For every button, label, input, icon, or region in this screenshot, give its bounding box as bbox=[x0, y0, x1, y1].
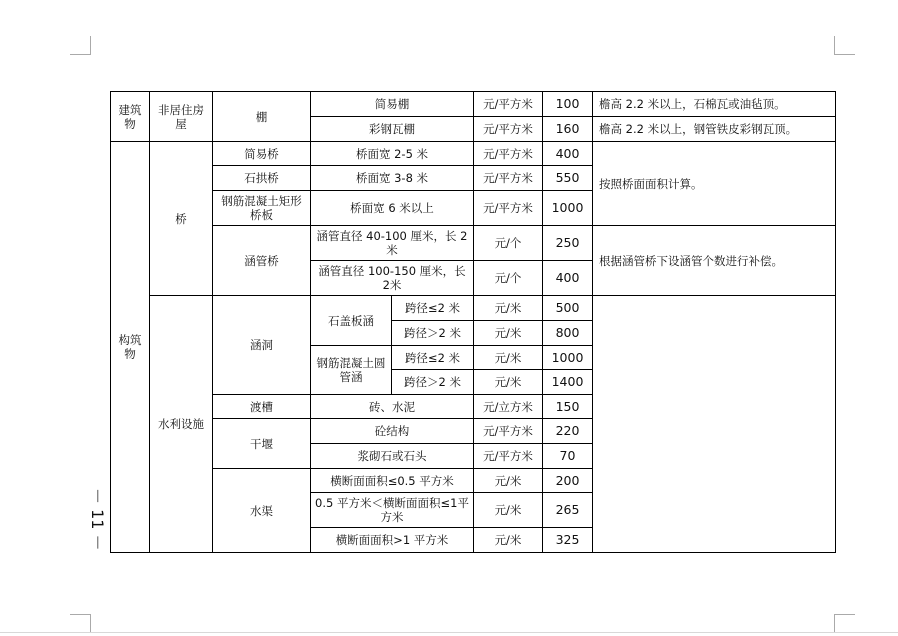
spec-cell: 浆砌石或石头 bbox=[311, 444, 474, 469]
item-cell: 水渠 bbox=[213, 469, 311, 553]
note-cell: 檐高 2.2 米以上，钢管铁皮彩钢瓦顶。 bbox=[593, 117, 836, 142]
price-cell: 325 bbox=[543, 528, 593, 553]
category-cell: 建筑物 bbox=[111, 92, 150, 142]
spec-cell: 砼结构 bbox=[311, 419, 474, 444]
subcategory-cell: 桥 bbox=[150, 142, 213, 296]
spec-cell: 涵管直径 100-150 厘米，长2米 bbox=[311, 261, 474, 296]
price-cell: 800 bbox=[543, 321, 593, 346]
table-row bbox=[111, 226, 836, 261]
price-cell: 1000 bbox=[543, 346, 593, 370]
page-bottom-divider bbox=[0, 632, 898, 633]
unit-cell: 元/平方米 bbox=[474, 166, 543, 191]
table-row bbox=[111, 92, 836, 117]
spec-cell: 桥面宽 6 米以上 bbox=[311, 191, 474, 226]
item-cell: 简易桥 bbox=[213, 142, 311, 166]
price-cell: 550 bbox=[543, 166, 593, 191]
unit-cell: 元/米 bbox=[474, 493, 543, 528]
unit-cell: 元/米 bbox=[474, 296, 543, 321]
price-cell: 150 bbox=[543, 395, 593, 419]
unit-cell: 元/平方米 bbox=[474, 419, 543, 444]
spec-cell: 0.5 平方米＜横断面面积≤1平方米 bbox=[311, 493, 474, 528]
unit-cell: 元/米 bbox=[474, 370, 543, 395]
unit-cell: 元/平方米 bbox=[474, 117, 543, 142]
item-cell: 渡槽 bbox=[213, 395, 311, 419]
spec-cell: 跨径＞2 米 bbox=[392, 370, 474, 395]
item-cell: 石拱桥 bbox=[213, 166, 311, 191]
category-cell: 构筑物 bbox=[111, 142, 150, 553]
unit-cell: 元/平方米 bbox=[474, 444, 543, 469]
compensation-table bbox=[110, 91, 836, 553]
unit-cell: 元/米 bbox=[474, 528, 543, 553]
type-cell: 石盖板涵 bbox=[311, 296, 392, 346]
spec-cell: 彩钢瓦棚 bbox=[311, 117, 474, 142]
page-number: － 11 － bbox=[88, 488, 107, 551]
price-cell: 70 bbox=[543, 444, 593, 469]
crop-mark-bottom-right bbox=[834, 614, 855, 633]
unit-cell: 元/个 bbox=[474, 261, 543, 296]
spec-cell: 涵管直径 40-100 厘米，长 2米 bbox=[311, 226, 474, 261]
price-cell: 265 bbox=[543, 493, 593, 528]
item-cell: 涵洞 bbox=[213, 296, 311, 395]
spec-cell: 跨径≤2 米 bbox=[392, 346, 474, 370]
price-cell: 400 bbox=[543, 261, 593, 296]
unit-cell: 元/米 bbox=[474, 469, 543, 493]
price-cell: 500 bbox=[543, 296, 593, 321]
price-cell: 250 bbox=[543, 226, 593, 261]
item-cell: 钢筋混凝土矩形桥板 bbox=[213, 191, 311, 226]
note-cell: 按照桥面面积计算。 bbox=[593, 142, 836, 226]
price-cell: 220 bbox=[543, 419, 593, 444]
crop-mark-bottom-left bbox=[70, 614, 91, 633]
item-cell: 棚 bbox=[213, 92, 311, 142]
price-cell: 100 bbox=[543, 92, 593, 117]
crop-mark-top-left bbox=[70, 36, 91, 55]
type-cell: 钢筋混凝土圆管涵 bbox=[311, 346, 392, 395]
spec-cell: 桥面宽 2-5 米 bbox=[311, 142, 474, 166]
item-cell: 涵管桥 bbox=[213, 226, 311, 296]
price-cell: 200 bbox=[543, 469, 593, 493]
crop-mark-top-right bbox=[834, 36, 855, 55]
spec-cell: 桥面宽 3-8 米 bbox=[311, 166, 474, 191]
note-cell-empty bbox=[593, 296, 836, 553]
spec-cell: 横断面面积≤0.5 平方米 bbox=[311, 469, 474, 493]
price-cell: 1000 bbox=[543, 191, 593, 226]
item-cell: 干堰 bbox=[213, 419, 311, 469]
unit-cell: 元/个 bbox=[474, 226, 543, 261]
table-row bbox=[111, 142, 836, 166]
unit-cell: 元/米 bbox=[474, 321, 543, 346]
note-cell: 檐高 2.2 米以上，石棉瓦或油毡顶。 bbox=[593, 92, 836, 117]
price-cell: 400 bbox=[543, 142, 593, 166]
subcategory-cell: 非居住房屋 bbox=[150, 92, 213, 142]
spec-cell: 跨径＞2 米 bbox=[392, 321, 474, 346]
spec-cell: 横断面面积>1 平方米 bbox=[311, 528, 474, 553]
price-cell: 1400 bbox=[543, 370, 593, 395]
note-cell: 根据涵管桥下设涵管个数进行补偿。 bbox=[593, 226, 836, 296]
table-row bbox=[111, 296, 836, 321]
spec-cell: 跨径≤2 米 bbox=[392, 296, 474, 321]
unit-cell: 元/立方米 bbox=[474, 395, 543, 419]
subcategory-cell: 水利设施 bbox=[150, 296, 213, 553]
unit-cell: 元/米 bbox=[474, 346, 543, 370]
unit-cell: 元/平方米 bbox=[474, 92, 543, 117]
price-cell: 160 bbox=[543, 117, 593, 142]
unit-cell: 元/平方米 bbox=[474, 142, 543, 166]
spec-cell: 简易棚 bbox=[311, 92, 474, 117]
unit-cell: 元/平方米 bbox=[474, 191, 543, 226]
spec-cell: 砖、水泥 bbox=[311, 395, 474, 419]
